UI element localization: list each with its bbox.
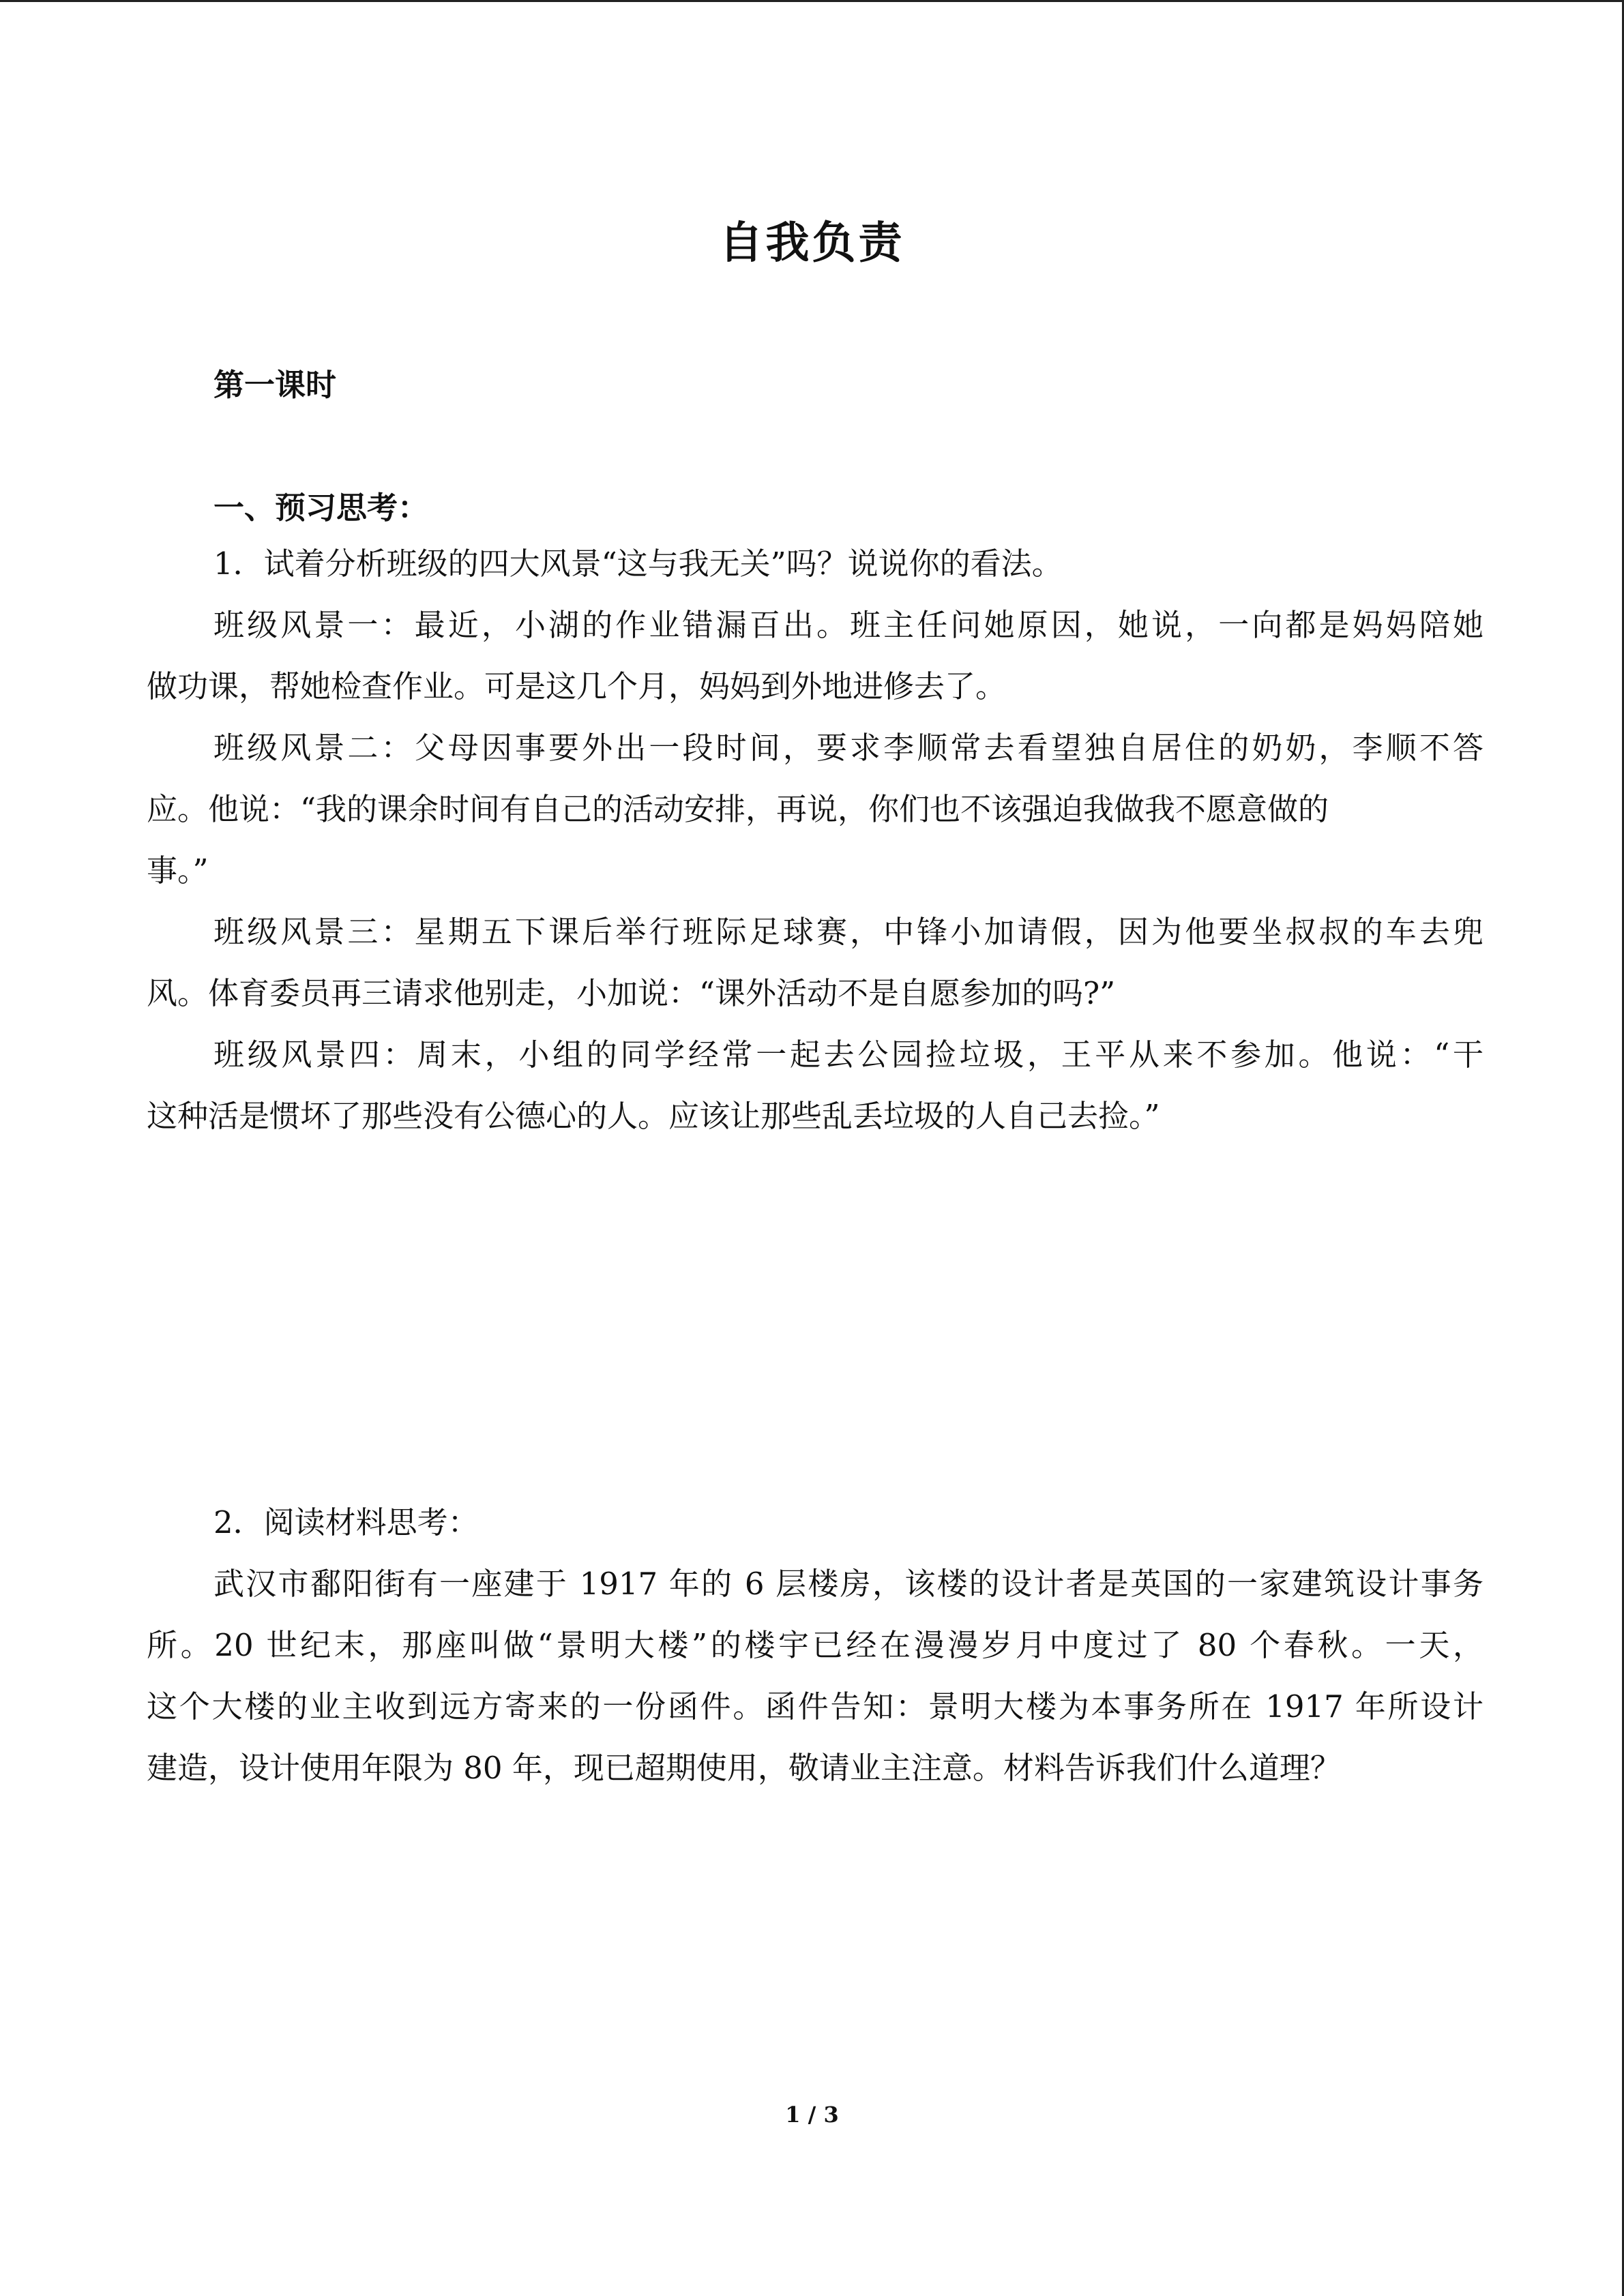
scene-4-line: 班级风景四：周末，小组的同学经常一起去公园捡垃圾，王平从来不参加。他说：“干	[213, 1037, 1483, 1073]
document-title: 自我负责	[719, 218, 905, 269]
scene-2-line: 应。他说：“我的课余时间有自己的活动安排，再说，你们也不该强迫我做我不愿意做的	[147, 791, 1329, 827]
question-2-block	[147, 1492, 1483, 1799]
scene-3-line: 班级风景三：星期五下课后举行班际足球赛，中锋小加请假，因为他要坐叔叔的车去兜	[213, 914, 1483, 950]
material-line: 这个大楼的业主收到远方寄来的一份函件。函件告知：景明大楼为本事务所在 1917 年所设计	[147, 1688, 1483, 1725]
page-border-top	[0, 0, 1624, 2]
page-number: 1 / 3	[785, 2102, 839, 2128]
material-line: 所。20 世纪末，那座叫做“景明大楼”的楼宇已经在漫漫岁月中度过了 80 个春秋。一天，	[147, 1627, 1483, 1663]
question-2-prompt: 2．阅读材料思考：	[213, 1504, 479, 1540]
section-heading-preview: 一、预习思考：	[213, 490, 429, 526]
material-line: 武汉市鄱阳街有一座建于 1917 年的 6 层楼房，该楼的设计者是英国的一家建筑设计事务	[213, 1566, 1483, 1602]
scene-4-line: 这种活是惯坏了那些没有公德心的人。应该让那些乱丢垃圾的人自己去捡。”	[147, 1098, 1160, 1134]
scene-1-line: 班级风景一：最近，小湖的作业错漏百出。班主任问她原因，她说，一向都是妈妈陪她	[213, 607, 1483, 643]
scene-2-line: 事。”	[147, 852, 209, 889]
question-1-prompt: 1．试着分析班级的四大风景“这与我无关”吗？说说你的看法。	[213, 546, 1063, 582]
scene-1-line: 做功课，帮她检查作业。可是这几个月，妈妈到外地进修去了。	[147, 668, 1007, 704]
material-line: 建造，设计使用年限为 80 年，现已超期使用，敬请业主注意。材料告诉我们什么道理？	[147, 1750, 1341, 1786]
lesson-heading: 第一课时	[213, 367, 337, 403]
scene-3-line: 风。体育委员再三请求他别走，小加说：“课外活动不是自愿参加的吗?”	[147, 975, 1116, 1011]
scene-2-line: 班级风景二：父母因事要外出一段时间，要求李顺常去看望独自居住的奶奶，李顺不答	[213, 730, 1483, 766]
question-1-block	[147, 533, 1483, 1147]
